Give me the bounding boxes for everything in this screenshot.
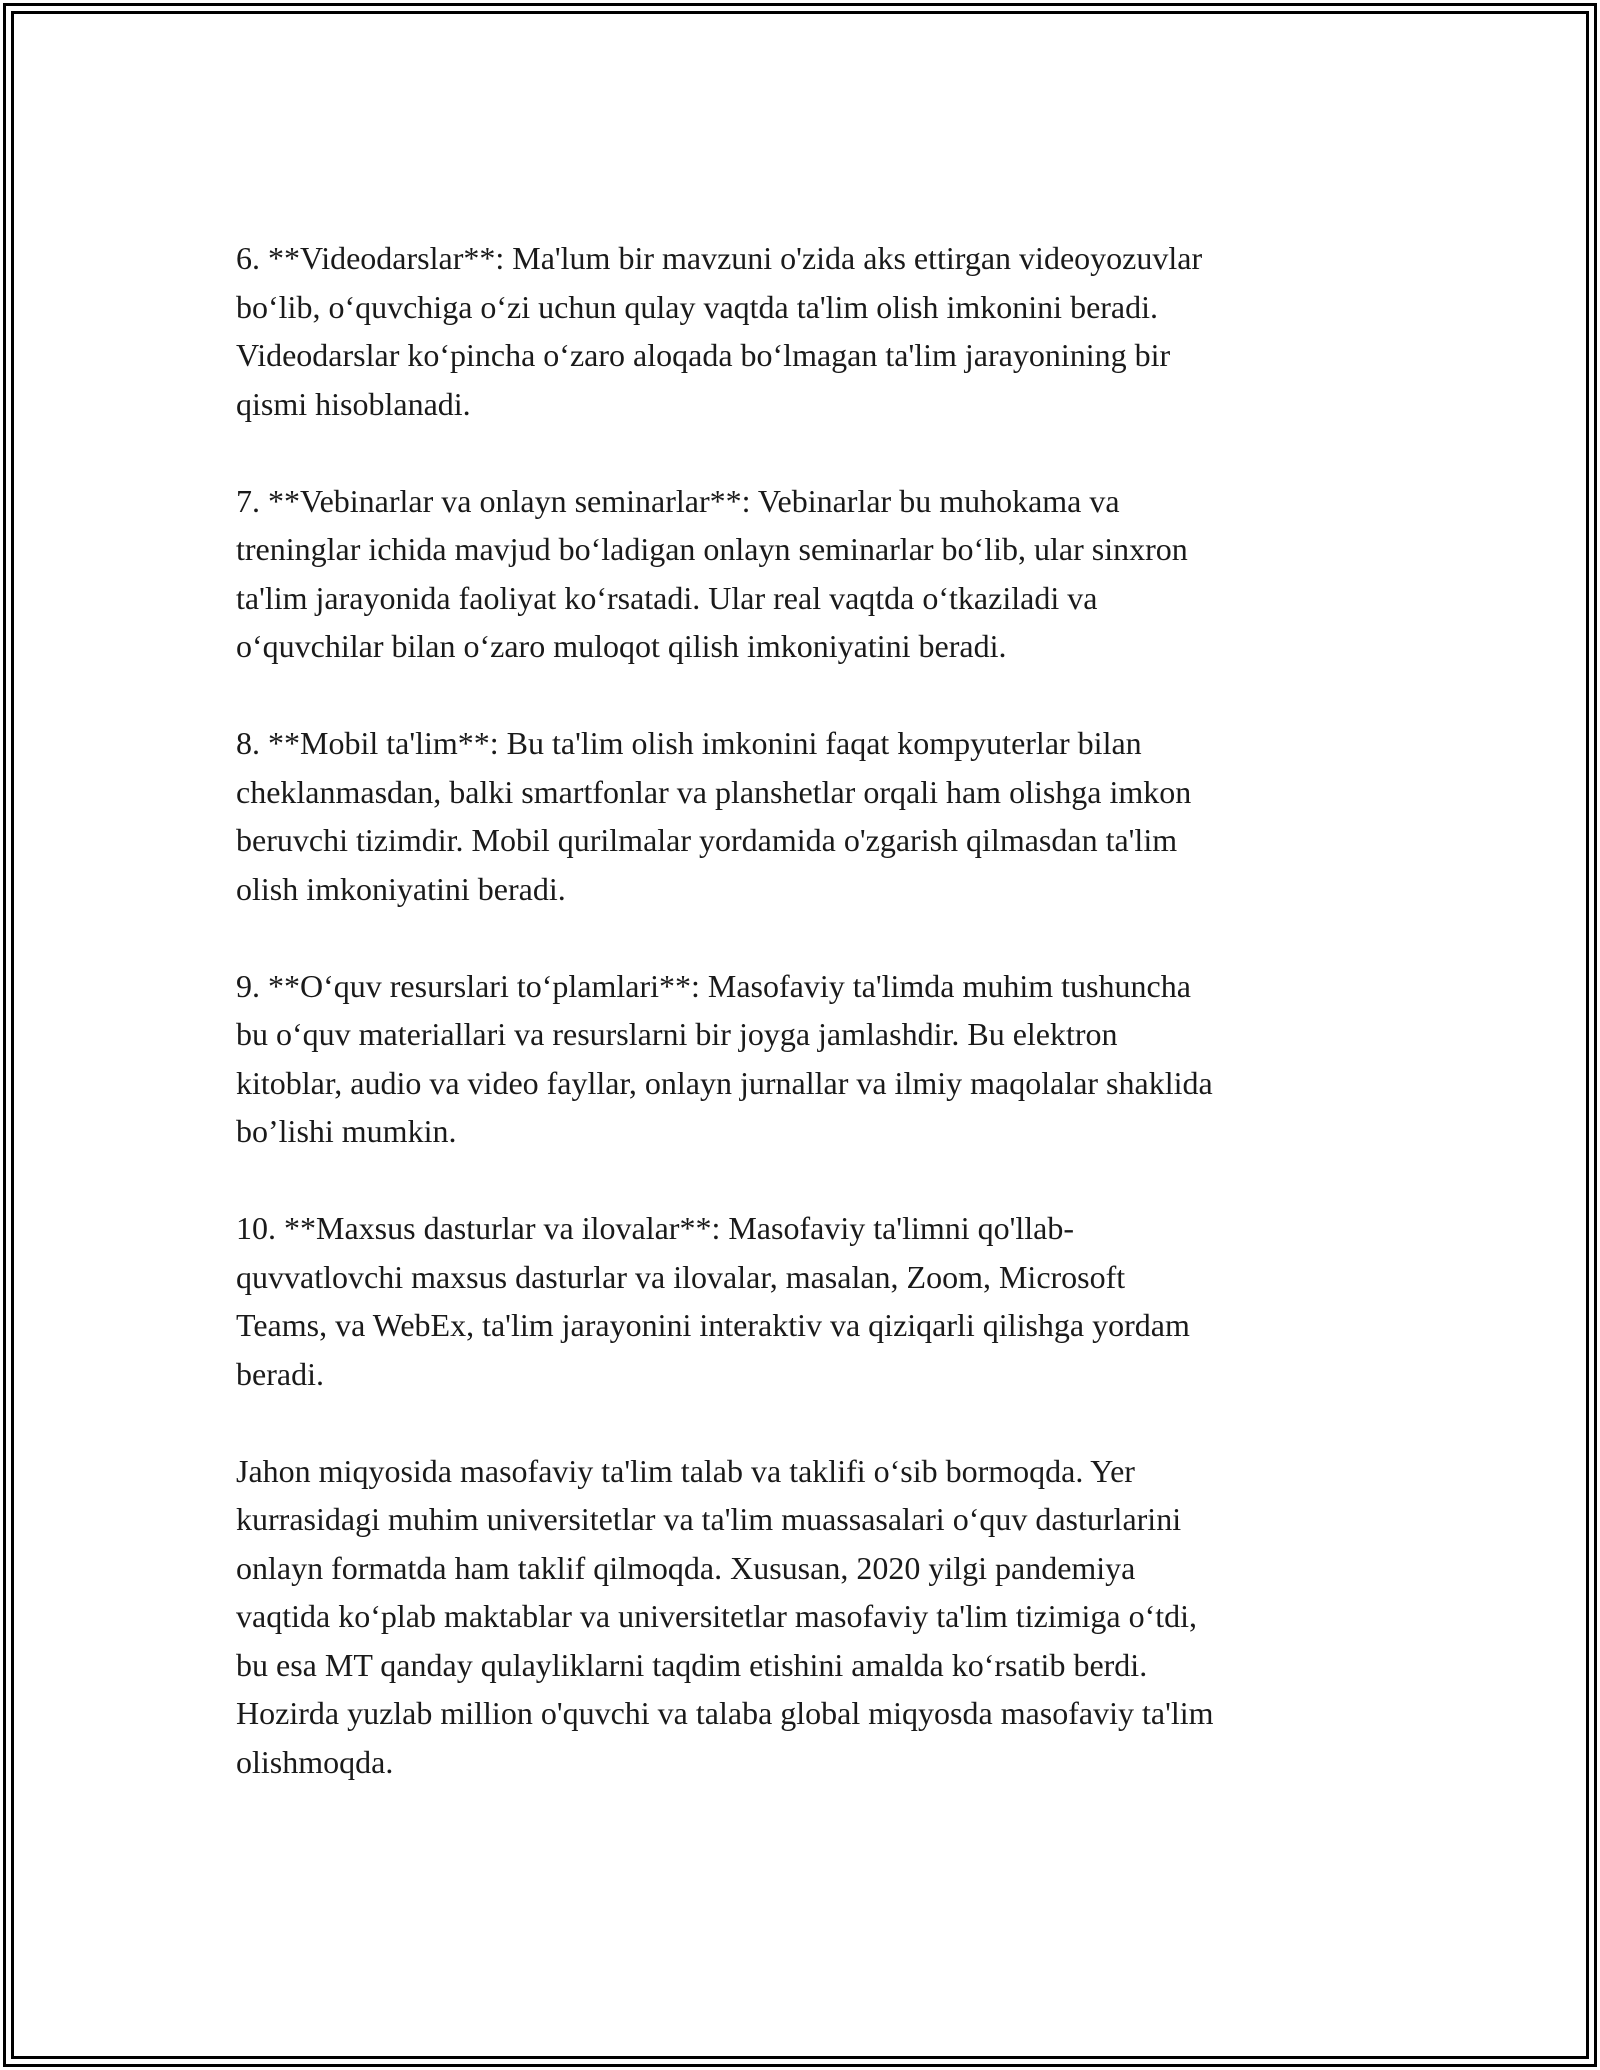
text-line: kurrasidagi muhim universitetlar va ta'lim muassasalari o‘quv dasturlarini <box>236 1501 1182 1537</box>
text-line: bu o‘quv materiallari va resurslarni bir joyga jamlashdir. Bu elektron <box>236 1016 1118 1052</box>
paragraph-videodarslar <box>236 234 1376 428</box>
text-line: Videodarslar ko‘pincha o‘zaro aloqada bo‘lmagan ta'lim jarayonining bir <box>236 337 1171 373</box>
paragraph-vebinarlar <box>236 477 1376 671</box>
text-line: 9. **O‘quv resurslari to‘plamlari**: Masofaviy ta'limda muhim tushuncha <box>236 967 1191 1004</box>
text-line: qismi hisoblanadi. <box>236 385 471 422</box>
text-line: 7. **Vebinarlar va onlayn seminarlar**: Vebinarlar bu muhokama va <box>236 482 1120 519</box>
text-line: Jahon miqyosida masofaviy ta'lim talab va taklifi o‘sib bormoqda. Yer <box>236 1452 1135 1489</box>
text-line: Hozirda yuzlab million o'quvchi va talaba global miqyosda masofaviy ta'lim <box>236 1695 1214 1731</box>
text-line: 6. **Videodarslar**: Ma'lum bir mavzuni o'zida aks ettirgan videoyozuvlar <box>236 240 1203 276</box>
text-line: olishmoqda. <box>236 1743 394 1780</box>
text-line: ta'lim jarayonida faoliyat ko‘rsatadi. Ular real vaqtda o‘tkaziladi va <box>236 579 1098 616</box>
document-body <box>236 234 1376 1835</box>
text-line: 8. **Mobil ta'lim**: Bu ta'lim olish imkonini faqat kompyuterlar bilan <box>236 725 1142 761</box>
text-line: 10. **Maxsus dasturlar va ilovalar**: Masofaviy ta'limni qo'llab- <box>236 1210 1075 1246</box>
text-line: quvvatlovchi maxsus dasturlar va ilovalar, masalan, Zoom, Microsoft <box>236 1258 1126 1295</box>
text-line: bu esa MT qanday qulayliklarni taqdim etishini amalda ko‘rsatib berdi. <box>236 1646 1148 1683</box>
text-line: cheklanmasdan, balki smartfonlar va planshetlar orqali ham olishga imkon <box>236 773 1192 810</box>
text-line: Teams, va WebEx, ta'lim jarayonini interaktiv va qiziqarli qilishga yordam <box>236 1307 1190 1343</box>
text-line: bo‘lib, o‘quvchiga o‘zi uchun qulay vaqtda ta'lim olish imkonini beradi. <box>236 288 1159 325</box>
text-line: beruvchi tizimdir. Mobil qurilmalar yordamida o'zgarish qilmasdan ta'lim <box>236 822 1178 858</box>
paragraph-jahon-miqyosida <box>236 1447 1376 1787</box>
text-line: o‘quvchilar bilan o‘zaro muloqot qilish imkoniyatini beradi. <box>236 628 1007 664</box>
text-line: olish imkoniyatini beradi. <box>236 870 566 907</box>
text-line: bo’lishi mumkin. <box>236 1113 457 1149</box>
paragraph-maxsus-dasturlar <box>236 1204 1376 1398</box>
text-line: kitoblar, audio va video fayllar, onlayn jurnallar va ilmiy maqolalar shaklida <box>236 1064 1213 1101</box>
text-line: onlayn formatda ham taklif qilmoqda. Xususan, 2020 yilgi pandemiya <box>236 1549 1136 1586</box>
paragraph-oquv-resurslari <box>236 962 1376 1156</box>
paragraph-mobil-talim <box>236 719 1376 913</box>
text-line: treninglar ichida mavjud bo‘ladigan onlayn seminarlar bo‘lib, ular sinxron <box>236 531 1188 567</box>
text-line: beradi. <box>236 1355 324 1392</box>
text-line: vaqtida ko‘plab maktablar va universitetlar masofaviy ta'lim tizimiga o‘tdi, <box>236 1598 1198 1634</box>
